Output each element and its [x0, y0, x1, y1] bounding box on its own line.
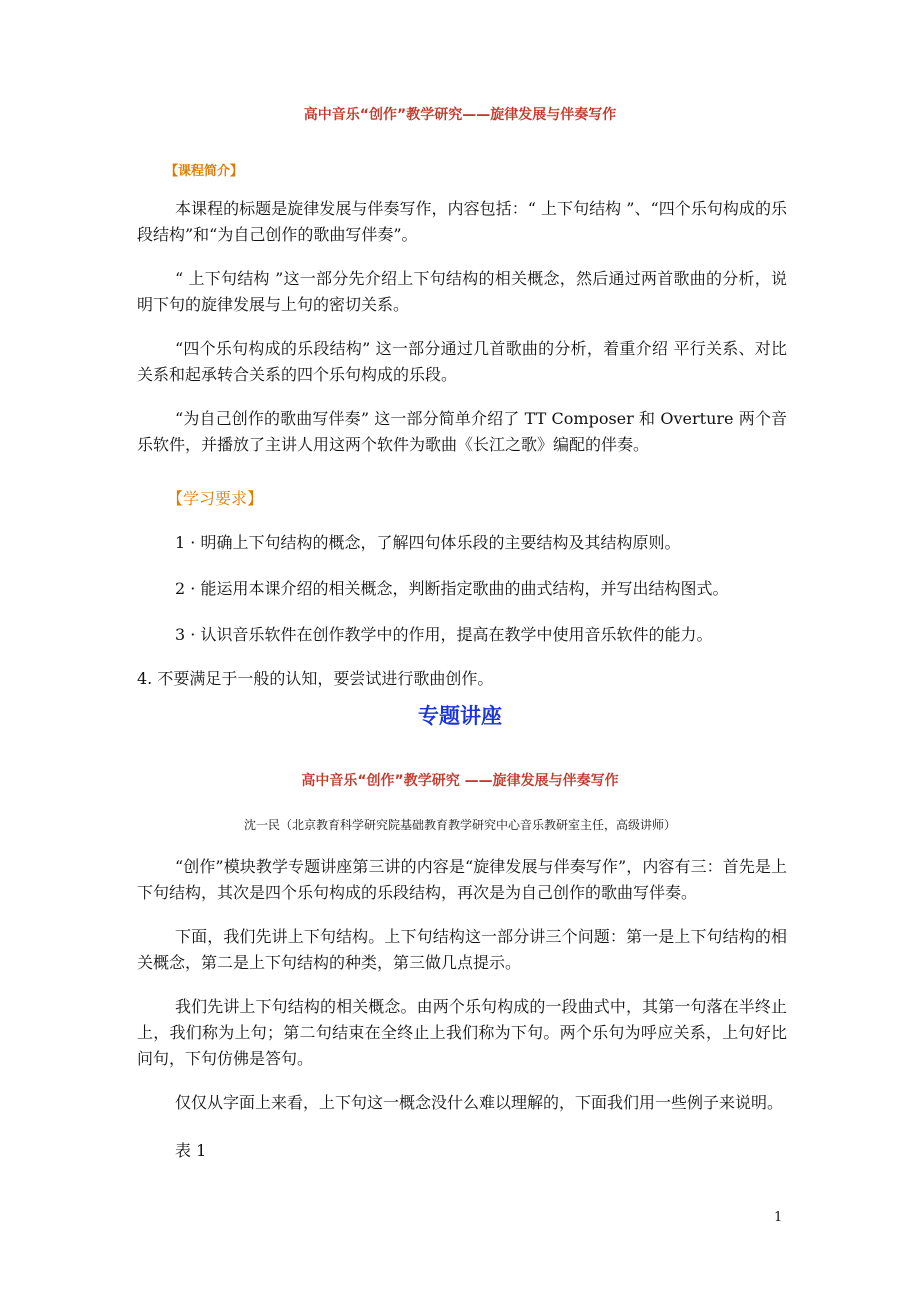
intro-paragraph: “为自己创作的歌曲写伴奏” 这一部分简单介绍了 TT Composer 和 Overture 两个音乐软件，并播放了主讲人用这两个软件为歌曲《长江之歌》编配的伴奏。: [137, 409, 787, 454]
page-number: 1: [774, 1210, 783, 1225]
section-heading-learning-requirements: 【学习要求】: [167, 489, 264, 508]
lecture-paragraph: “创作”模块教学专题讲座第三讲的内容是“旋律发展与伴奏写作”，内容有三：首先是上下句结构，其次是四个乐句构成的乐段结构，再次是为自己创作的歌曲写伴奏。: [137, 857, 787, 902]
intro-paragraph: “四个乐句构成的乐段结构” 这一部分通过几首歌曲的分析，着重介绍 平行关系、对比关系和起承转合关系的四个乐句构成的乐段。: [137, 339, 787, 384]
intro-paragraph: “ 上下句结构 ”这一部分先介绍上下句结构的相关概念，然后通过两首歌曲的分析，说明下句的旋律发展与上句的密切关系。: [137, 269, 787, 314]
lecture-paragraph: 下面，我们先讲上下句结构。上下句结构这一部分讲三个问题：第一是上下句结构的相关概念，第二是上下句结构的种类，第三做几点提示。: [137, 927, 787, 972]
requirement-item: 3 · 认识音乐软件在创作教学中的作用，提高在教学中使用音乐软件的能力。: [175, 625, 713, 644]
author-line: 沈一民（北京教育科学研究院基础教育教学研究中心音乐教研室主任，高级讲师）: [243, 818, 676, 832]
lecture-paragraph: 我们先讲上下句结构的相关概念。由两个乐句构成的一段曲式中，其第一句落在半终止上，我们称为上句；第二句结束在全终止上我们称为下句。两个乐句为呼应关系，上句好比问句，下句仿佛是答句。: [137, 997, 787, 1068]
lecture-heading: 专题讲座: [418, 704, 502, 728]
requirement-item: 2 · 能运用本课介绍的相关概念，判断指定歌曲的曲式结构，并写出结构图式。: [175, 579, 729, 598]
lecture-paragraph: 仅仅从字面上来看，上下句这一概念没什么难以理解的，下面我们用一些例子来说明。: [175, 1093, 784, 1112]
requirement-item: 4. 不要满足于一般的认知，要尝试进行歌曲创作。: [137, 669, 494, 688]
lecture-title: 高中音乐“创作”教学研究 ——旋律发展与伴奏写作: [301, 773, 619, 789]
requirement-item: 1 · 明确上下句结构的概念，了解四句体乐段的主要结构及其结构原则。: [175, 533, 681, 552]
section-heading-course-intro: 【课程简介】: [165, 164, 244, 179]
course-title: 高中音乐“创作”教学研究——旋律发展与伴奏写作: [303, 107, 617, 123]
table-label: 表 1: [175, 1141, 207, 1160]
intro-paragraph: 本课程的标题是旋律发展与伴奏写作，内容包括：“ 上下句结构 ”、“四个乐句构成的乐段结构”和“为自己创作的歌曲写伴奏”。: [137, 199, 787, 244]
